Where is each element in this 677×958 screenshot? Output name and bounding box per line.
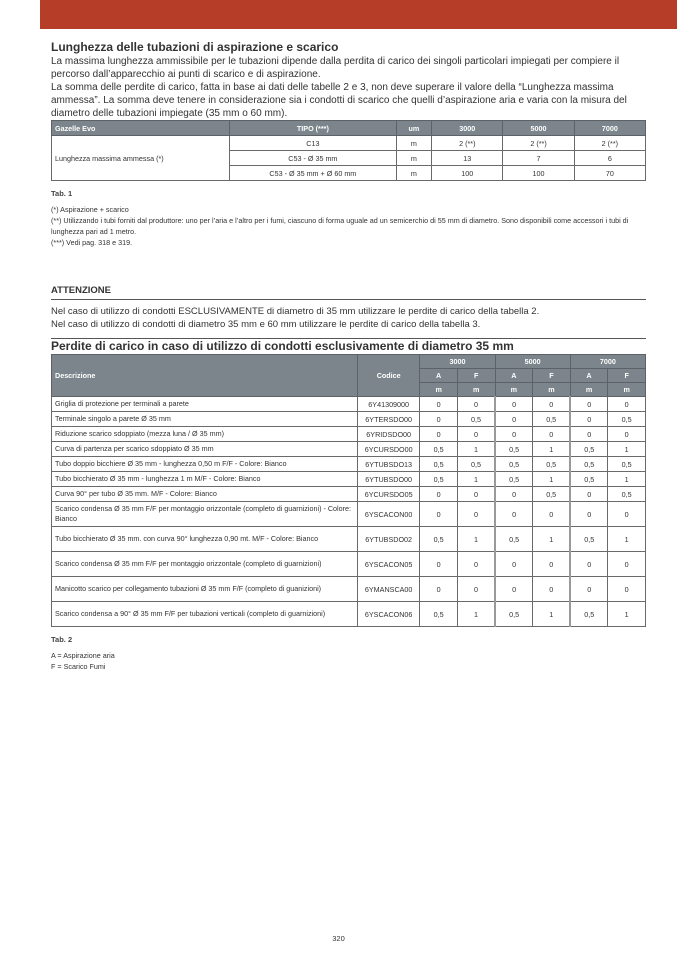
cell-value: 2 (**) [574,136,645,151]
cell-value: 1 [457,442,495,457]
cell-um: m [396,136,432,151]
cell-value: 0 [495,397,533,412]
table-row [52,472,646,487]
cell-descrizione: Scarico condensa Ø 35 mm F/F per montaggio orizzontale (completo di guarnizioni) [52,552,358,577]
cell-value: 0,5 [495,472,533,487]
cell-descrizione: Tubo bicchierato Ø 35 mm. con curva 90° lunghezza 0,90 mt. M/F - Colore: Bianco [52,527,358,552]
table-row [52,442,646,457]
cell-value: 0 [420,502,458,527]
table-2-header-models [52,355,646,369]
col-header-model-3000: 3000 [420,355,495,369]
attention-line: Nel caso di utilizzo di condotti ESCLUSIVAMENTE di diametro di 35 mm utilizzare le perdite di carico della tabella 2. [51,306,540,317]
col-header-unit: m [608,383,646,397]
cell-value: 0,5 [608,412,646,427]
cell-descrizione: Manicotto scarico per collegamento tubazioni Ø 35 mm F/F (completo di guanizioni) [52,577,358,602]
cell-codice: 6Y41309000 [357,397,419,412]
cell-value: 0,5 [495,602,533,627]
attention-title: ATTENZIONE [51,285,646,300]
cell-value: 0,5 [570,442,608,457]
cell-value: 0 [420,397,458,412]
cell-value: 0 [495,577,533,602]
cell-value: 0,5 [570,602,608,627]
table-row [52,412,646,427]
cell-value: 0 [608,427,646,442]
cell-codice: 6YSCACON05 [357,552,419,577]
table-1-notes [51,204,646,248]
cell-value: 0 [608,577,646,602]
col-header-um: um [396,121,432,136]
cell-value: 0,5 [495,442,533,457]
cell-value: 0 [570,502,608,527]
cell-value: 0 [570,577,608,602]
table-1-max-length [51,120,646,181]
table-row [52,552,646,577]
col-header-unit: m [420,383,458,397]
col-header-unit: m [457,383,495,397]
cell-value: 0,5 [495,457,533,472]
cell-value: 0,5 [608,457,646,472]
section-title-perdite: Perdite di carico in caso di utilizzo di condotti esclusivamente di diametro 35 mm [51,339,514,353]
table-row [52,457,646,472]
col-header-f: F [608,369,646,383]
col-header-unit: m [570,383,608,397]
cell-value: 0 [495,412,533,427]
cell-value: 1 [533,472,571,487]
cell-value: 2 (**) [432,136,503,151]
cell-value: 0 [420,412,458,427]
cell-value: 0 [570,487,608,502]
cell-um: m [396,166,432,181]
col-header-tipo: TIPO (***) [230,121,396,136]
cell-value: 0,5 [570,472,608,487]
cell-value: 1 [608,472,646,487]
cell-value: 0 [420,577,458,602]
table-row [52,502,646,527]
col-header-model: Gazelle Evo [52,121,230,136]
col-header-f: F [533,369,571,383]
cell-value: 1 [533,442,571,457]
cell-value: 0 [608,397,646,412]
cell-descrizione: Curva di partenza per scarico sdoppiato Ø 35 mm [52,442,358,457]
cell-value: 13 [432,151,503,166]
table-2-caption: Tab. 2 [51,635,73,644]
cell-value: 0 [533,427,571,442]
cell-value: 100 [503,166,574,181]
cell-value: 0 [457,552,495,577]
col-header-descrizione: Descrizione [52,355,358,397]
row-label: Lunghezza massima ammessa (*) [52,136,230,181]
cell-tipo: C53 - Ø 35 mm + Ø 60 mm [230,166,396,181]
cell-value: 0,5 [420,602,458,627]
page-content [51,40,646,672]
cell-descrizione: Tubo bicchierato Ø 35 mm - lunghezza 1 m M/F - Colore: Bianco [52,472,358,487]
cell-value: 1 [608,527,646,552]
cell-value: 1 [457,472,495,487]
table-row [52,527,646,552]
cell-codice: 6YTERSDO00 [357,412,419,427]
attention-line: Nel caso di utilizzo di condotti di diametro 35 mm e 60 mm utilizzare le perdite di carico della tabella 3. [51,318,481,330]
cell-codice: 6YCURSDO00 [357,442,419,457]
cell-value: 0 [533,552,571,577]
table-row [52,487,646,502]
cell-codice: 6YSCACON06 [357,602,419,627]
cell-value: 0 [570,412,608,427]
cell-value: 0,5 [420,442,458,457]
cell-value: 0,5 [570,457,608,472]
col-header-f: F [457,369,495,383]
legend-item: A = Aspirazione aria [51,651,115,660]
attention-box [51,285,646,339]
cell-value: 0,5 [570,527,608,552]
cell-value: 0 [570,552,608,577]
table-2-legend [51,650,646,672]
cell-codice: 6YTUBSDO02 [357,527,419,552]
cell-tipo: C53 - Ø 35 mm [230,151,396,166]
cell-value: 0,5 [533,412,571,427]
intro-paragraph-1: La massima lunghezza ammissibile per le tubazioni dipende dalla perdita di carico dei singoli particolari impiegati per compiere il percorso dall’apparecchio ai punti di scarico e di aspirazione. [51,56,620,80]
cell-value: 0 [457,502,495,527]
cell-descrizione: Riduzione scarico sdoppiato (mezza luna / Ø 35 mm) [52,427,358,442]
table-2-body [52,397,646,627]
col-header-a: A [495,369,533,383]
cell-um: m [396,151,432,166]
cell-value: 0 [533,502,571,527]
cell-codice: 6YCURSDO05 [357,487,419,502]
cell-descrizione: Curva 90° per tubo Ø 35 mm. M/F - Colore: Bianco [52,487,358,502]
table-row [52,397,646,412]
cell-descrizione: Terminale singolo a parete Ø 35 mm [52,412,358,427]
cell-value: 0 [533,577,571,602]
cell-value: 0 [495,487,533,502]
cell-value: 0 [420,552,458,577]
cell-value: 0,5 [533,457,571,472]
cell-descrizione: Scarico condensa Ø 35 mm F/F per montaggio orizzontale (completo di guarnizioni) - Colore: Bianco [52,502,358,527]
col-header-model-7000: 7000 [570,355,645,369]
cell-value: 1 [457,602,495,627]
table-row [52,577,646,602]
table-row [52,602,646,627]
footnote: (***) Vedi pag. 318 e 319. [51,238,133,247]
cell-value: 2 (**) [503,136,574,151]
legend-item: F = Scarico Fumi [51,662,106,671]
cell-value: 6 [574,151,645,166]
cell-codice: 6YTUBSDO13 [357,457,419,472]
cell-value: 0 [457,487,495,502]
table-1-header-row [52,121,646,136]
cell-value: 0 [495,502,533,527]
table-1-caption: Tab. 1 [51,189,73,198]
cell-value: 0 [420,427,458,442]
cell-value: 1 [457,527,495,552]
col-header-7000: 7000 [574,121,645,136]
cell-value: 0,5 [495,527,533,552]
cell-value: 1 [533,602,571,627]
cell-descrizione: Scarico condensa a 90° Ø 35 mm F/F per tubazioni verticali (completo di guarnizioni) [52,602,358,627]
cell-value: 0 [608,502,646,527]
footnote: (**) Utilizzando i tubi forniti dal produttore: uno per l’aria e l’altro per i fumi, ciascuno di forma uguale ad un semicerchio di 55 mm di diametro. Sono disponibili come accessori i tubi di lunghezza pari ad 1 metro. [51,216,629,236]
col-header-codice: Codice [357,355,419,397]
col-header-5000: 5000 [503,121,574,136]
footnote: (*) Aspirazione + scarico [51,205,129,214]
cell-value: 0,5 [457,457,495,472]
cell-codice: 6YSCACON00 [357,502,419,527]
intro-paragraph-2: La somma delle perdite di carico, fatta in base ai dati delle tabelle 2 e 3, non deve superare il valore della “Lunghezza massima ammessa”. La somma deve tenere in considerazione sia i condotti di scarico che quelli d’aspirazione aria e varia con la misura del diametro delle tubazioni impiegate (35 mm o 60 mm). [51,82,627,119]
cell-descrizione: Griglia di protezione per terminali a parete [52,397,358,412]
col-header-a: A [570,369,608,383]
cell-value: 0 [533,397,571,412]
table-2-pressure-losses [51,354,646,627]
cell-value: 70 [574,166,645,181]
cell-value: 1 [533,527,571,552]
cell-value: 0 [420,487,458,502]
page-number: 320 [332,934,345,943]
cell-value: 0 [495,552,533,577]
table-row [52,136,646,151]
cell-value: 0 [570,427,608,442]
header-band [40,0,677,29]
cell-value: 7 [503,151,574,166]
col-header-3000: 3000 [432,121,503,136]
cell-value: 0 [457,397,495,412]
cell-value: 0 [495,427,533,442]
cell-value: 0 [570,397,608,412]
cell-value: 1 [608,442,646,457]
cell-value: 100 [432,166,503,181]
col-header-a: A [420,369,458,383]
table-row [52,427,646,442]
section-title-tubazioni: Lunghezza delle tubazioni di aspirazione e scarico [51,40,339,54]
cell-value: 0 [457,427,495,442]
attention-text [51,300,646,339]
cell-value: 0 [457,577,495,602]
cell-value: 0,5 [420,457,458,472]
cell-value: 0,5 [608,487,646,502]
cell-descrizione: Tubo doppio bicchiere Ø 35 mm - lunghezza 0,50 m F/F - Colore: Bianco [52,457,358,472]
cell-value: 0,5 [420,527,458,552]
col-header-unit: m [495,383,533,397]
cell-value: 0,5 [420,472,458,487]
col-header-model-5000: 5000 [495,355,570,369]
cell-codice: 6YMANSCA00 [357,577,419,602]
cell-codice: 6YTUBSDO00 [357,472,419,487]
cell-value: 0 [608,552,646,577]
col-header-unit: m [533,383,571,397]
cell-tipo: C13 [230,136,396,151]
cell-value: 0,5 [533,487,571,502]
cell-value: 0,5 [457,412,495,427]
cell-value: 1 [608,602,646,627]
cell-codice: 6YRIDSDO00 [357,427,419,442]
